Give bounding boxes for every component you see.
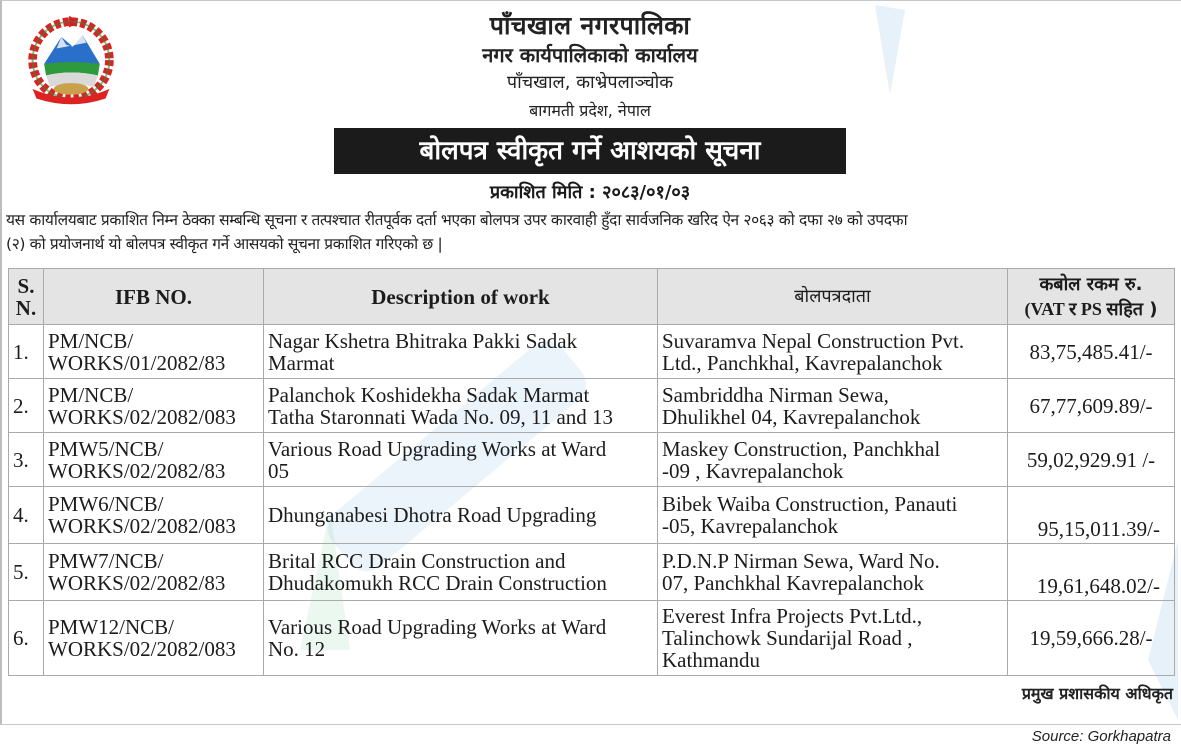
cell-amount: 59,02,929.91 /- <box>1008 433 1175 487</box>
notice-title: बोलपत्र स्वीकृत गर्ने आशयको सूचना <box>334 128 846 174</box>
cell-ifb: PMW12/NCB/ WORKS/02/2082/083 <box>44 601 264 676</box>
cell-description: Brital RCC Drain Construction and Dhudakomukh RCC Drain Construction <box>264 544 658 601</box>
published-date: प्रकाशित मिति : २०८३/०१/०३ <box>489 182 691 203</box>
cell-bidder: Suvaramva Nepal Construction Pvt. Ltd., Panchkhal, Kavrepalanchok <box>658 325 1008 379</box>
cell-bidder: Everest Infra Projects Pvt.Ltd., Talinchowk Sundarijal Road , Kathmandu <box>658 601 1008 676</box>
table-row <box>9 544 1175 601</box>
intro-line-1: यस कार्यालयबाट प्रकाशित निम्न ठेक्का सम्बन्धि सूचना र तत्पश्चात रीतपूर्वक दर्ता भएका बोलपत्र उपर कारवाही हुँदा सार्वजनिक खरिद ऐन २०६३ को दफा २७ को उपदफा <box>6 211 908 229</box>
intro-paragraph <box>6 208 1178 256</box>
table-row <box>9 433 1175 487</box>
cell-ifb: PMW6/NCB/ WORKS/02/2082/083 <box>44 487 264 544</box>
table-row <box>9 601 1175 676</box>
source-credit: Source: Gorkhapatra <box>1031 728 1171 745</box>
cell-ifb: PMW5/NCB/ WORKS/02/2082/83 <box>44 433 264 487</box>
header-sn: S. N. <box>9 269 44 325</box>
header-description: Description of work <box>264 269 658 325</box>
cell-ifb: PM/NCB/ WORKS/01/2082/83 <box>44 325 264 379</box>
cell-sn: 5. <box>9 544 44 601</box>
nepal-emblem-icon <box>22 14 120 110</box>
header-bidder: बोलपत्रदाता <box>658 269 1008 325</box>
header-ifb: IFB NO. <box>44 269 264 325</box>
cell-bidder: Bibek Waiba Construction, Panauti -05, Kavrepalanchok <box>658 487 1008 544</box>
cell-amount: 19,59,666.28/- <box>1008 601 1175 676</box>
bid-acceptance-table <box>8 268 1175 676</box>
cell-sn: 4. <box>9 487 44 544</box>
table-row <box>9 487 1175 544</box>
signatory-title: प्रमुख प्रशासकीय अधिकृत <box>1021 684 1173 703</box>
cell-amount: 83,75,485.41/- <box>1008 325 1175 379</box>
office-location: पाँचखाल, काभ्रेपलाञ्चोक <box>506 72 674 93</box>
cell-ifb: PM/NCB/ WORKS/02/2082/083 <box>44 379 264 433</box>
cell-bidder: P.D.N.P Nirman Sewa, Ward No. 07, Panchkhal Kavrepalanchok <box>658 544 1008 601</box>
intro-line-2: (२) को प्रयोजनार्थ यो बोलपत्र स्वीकृत गर्ने आसयको सूचना प्रकाशित गरिएको छ | <box>6 235 443 253</box>
municipality-name: पाँचखाल नगरपालिका <box>489 11 691 40</box>
cell-description: Various Road Upgrading Works at Ward 05 <box>264 433 658 487</box>
province-country: बागमती प्रदेश, नेपाल <box>529 101 651 120</box>
cell-sn: 1. <box>9 325 44 379</box>
cell-description: Palanchok Koshidekha Sadak Marmat Tatha Staronnati Wada No. 09, 11 and 13 <box>264 379 658 433</box>
cell-amount: 19,61,648.02/- <box>1008 544 1175 601</box>
header-amount: कबोल रकम रु. (VAT र PS सहित ) <box>1008 269 1175 325</box>
table-header-row <box>9 269 1175 325</box>
cell-amount: 67,77,609.89/- <box>1008 379 1175 433</box>
cell-sn: 6. <box>9 601 44 676</box>
cell-ifb: PMW7/NCB/ WORKS/02/2082/83 <box>44 544 264 601</box>
cell-sn: 2. <box>9 379 44 433</box>
table-row <box>9 379 1175 433</box>
cell-bidder: Sambriddha Nirman Sewa, Dhulikhel 04, Kavrepalanchok <box>658 379 1008 433</box>
cell-description: Nagar Kshetra Bhitraka Pakki Sadak Marmat <box>264 325 658 379</box>
cell-bidder: Maskey Construction, Panchkhal -09 , Kavrepalanchok <box>658 433 1008 487</box>
cell-description: Various Road Upgrading Works at Ward No. 12 <box>264 601 658 676</box>
office-name: नगर कार्यपालिकाको कार्यालय <box>482 43 698 67</box>
cell-amount: 95,15,011.39/- <box>1008 487 1175 544</box>
cell-sn: 3. <box>9 433 44 487</box>
cell-description: Dhunganabesi Dhotra Road Upgrading <box>264 487 658 544</box>
table-row <box>9 325 1175 379</box>
